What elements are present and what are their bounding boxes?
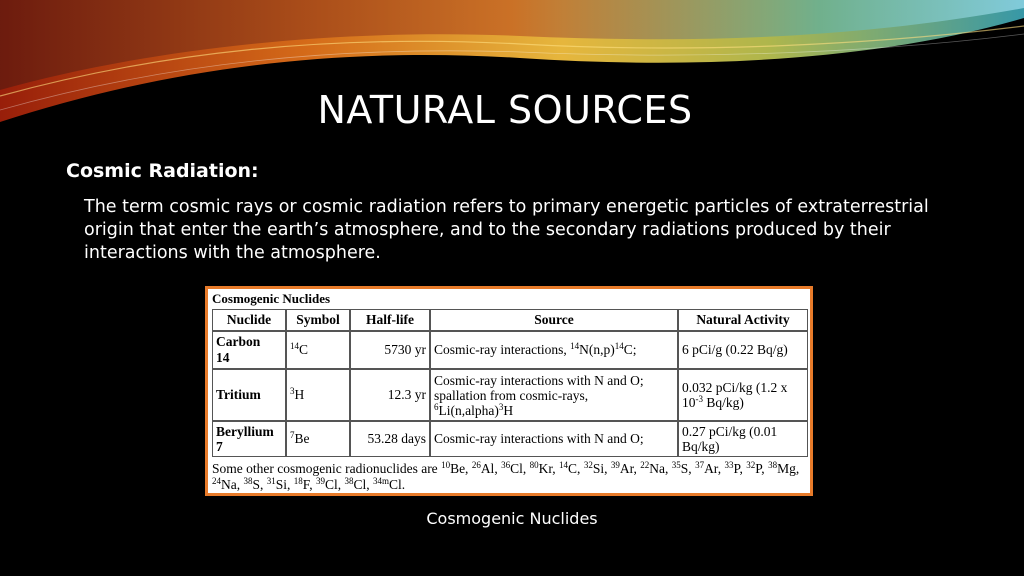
isotope-mass-number: 14 <box>559 460 569 470</box>
source-cell: Cosmic-ray interactions, $^{14}N(n,p)^{14}C$; <box>430 331 678 369</box>
figure-caption: Cosmogenic Nuclides <box>426 509 598 528</box>
half-life-cell: 5730 yr <box>350 331 430 369</box>
isotope-mass-number: 38 <box>768 460 778 470</box>
nuclide-cell: Tritium <box>212 369 286 421</box>
source-cell: Cosmic-ray interactions with N and O; <box>430 421 678 457</box>
table-footnote: Some other cosmogenic radionuclides are $^{10}$Be, $^{26}$Al, $^{36}$Cl, $^{80}$Kr, $^{14}$C, $^{32}$Si, $^{39}$Ar, $^{22}$Na, $^{35}$S, $^{37}$Ar, $^{33}$P, $^{32}$P, $^{38}$Mg, $^{24}$Na, $^{38}$S, $^{31}$Si, $^{18}$F, $^{39}$Cl, $^{38}$Cl, $^{34m}$Cl. <box>212 460 800 492</box>
isotope-mass-number: 39 <box>315 476 325 486</box>
isotope-mass-number: 80 <box>529 460 539 470</box>
header-natural-activity: Natural Activity <box>678 309 808 331</box>
activity-cell: 0.27 pCi/kg (0.01 Bq/kg) <box>678 421 808 457</box>
isotope-mass-number: 37 <box>695 460 705 470</box>
nuclide-cell: Carbon 14 <box>212 331 286 369</box>
isotope-element: Mg, <box>777 461 800 476</box>
isotope-element: Si, <box>592 461 611 476</box>
isotope-mass-number: 24 <box>212 476 221 486</box>
symbol-cell: $^7$Be <box>286 421 350 457</box>
table-title: Cosmogenic Nuclides <box>212 291 331 306</box>
isotope-mass-number: 26 <box>471 460 481 470</box>
isotope-mass-number: 38 <box>243 476 253 486</box>
isotope-element: Cl, <box>324 477 345 492</box>
nuclide-cell: Beryllium 7 <box>212 421 286 457</box>
header-source: Source <box>430 309 678 331</box>
isotope-element: C, <box>568 461 584 476</box>
table-header-row <box>212 309 808 331</box>
header-symbol: Symbol <box>286 309 350 331</box>
isotope-mass-number: 35 <box>671 460 681 470</box>
isotope-element: Na, <box>221 477 244 492</box>
isotope-element: Al, <box>480 461 502 476</box>
isotope-mass-number: 32 <box>583 460 593 470</box>
isotope-element: P, <box>733 461 747 476</box>
symbol-cell: $^{14}$C <box>286 331 350 369</box>
isotope-element: Cl. <box>389 477 406 492</box>
isotope-mass-number: 38 <box>344 476 354 486</box>
isotope-mass-number: 33 <box>724 460 734 470</box>
header-half-life: Half-life <box>350 309 430 331</box>
half-life-cell: 12.3 yr <box>350 369 430 421</box>
isotope-mass-number: 32 <box>746 460 756 470</box>
activity-cell: 6 pCi/g (0.22 Bq/g) <box>678 331 808 369</box>
nuclide-table <box>212 309 808 457</box>
source-cell: Cosmic-ray interactions with N and O; spallation from cosmic-rays, $^6$Li(n,alpha)$^3$H <box>430 369 678 421</box>
isotope-element: Ar, <box>704 461 725 476</box>
isotope-element: S, <box>680 461 696 476</box>
isotope-element: Kr, <box>538 461 560 476</box>
half-life-cell: 53.28 days <box>350 421 430 457</box>
isotope-element: F, <box>302 477 316 492</box>
slide-title: NATURAL SOURCES <box>317 88 693 132</box>
table-row <box>212 369 808 421</box>
activity-cell: 0.032 pCi/kg (1.2 x $10^{-3}$ Bq/kg) <box>678 369 808 421</box>
header-nuclide: Nuclide <box>212 309 286 331</box>
isotope-element: Si, <box>275 477 294 492</box>
cosmogenic-nuclides-table-image <box>205 286 813 496</box>
table-row <box>212 421 808 457</box>
isotope-mass-number: 39 <box>610 460 620 470</box>
isotope-element: Cl, <box>353 477 373 492</box>
isotope-mass-number: 31 <box>266 476 276 486</box>
isotope-element: P, <box>755 461 769 476</box>
section-heading: Cosmic Radiation: <box>66 160 259 182</box>
isotope-element: Cl, <box>510 461 530 476</box>
isotope-element: S, <box>252 477 267 492</box>
isotope-mass-number: 22 <box>640 460 650 470</box>
isotope-mass-number: 34m <box>373 476 390 486</box>
section-body-text: The term cosmic rays or cosmic radiation refers to primary energetic particles of extraterrestrial origin that enter the earth’s atmosphere, and to the secondary radiations produced by their interactions with the atmosphere. <box>84 197 929 263</box>
isotope-element: Be, <box>450 461 472 476</box>
isotope-element: Ar, <box>619 461 641 476</box>
isotope-element: Na, <box>649 461 672 476</box>
symbol-cell: $^3$H <box>286 369 350 421</box>
table-row <box>212 331 808 369</box>
isotope-mass-number: 36 <box>501 460 511 470</box>
isotope-mass-number: 10 <box>441 460 451 470</box>
isotope-mass-number: 18 <box>293 476 303 486</box>
